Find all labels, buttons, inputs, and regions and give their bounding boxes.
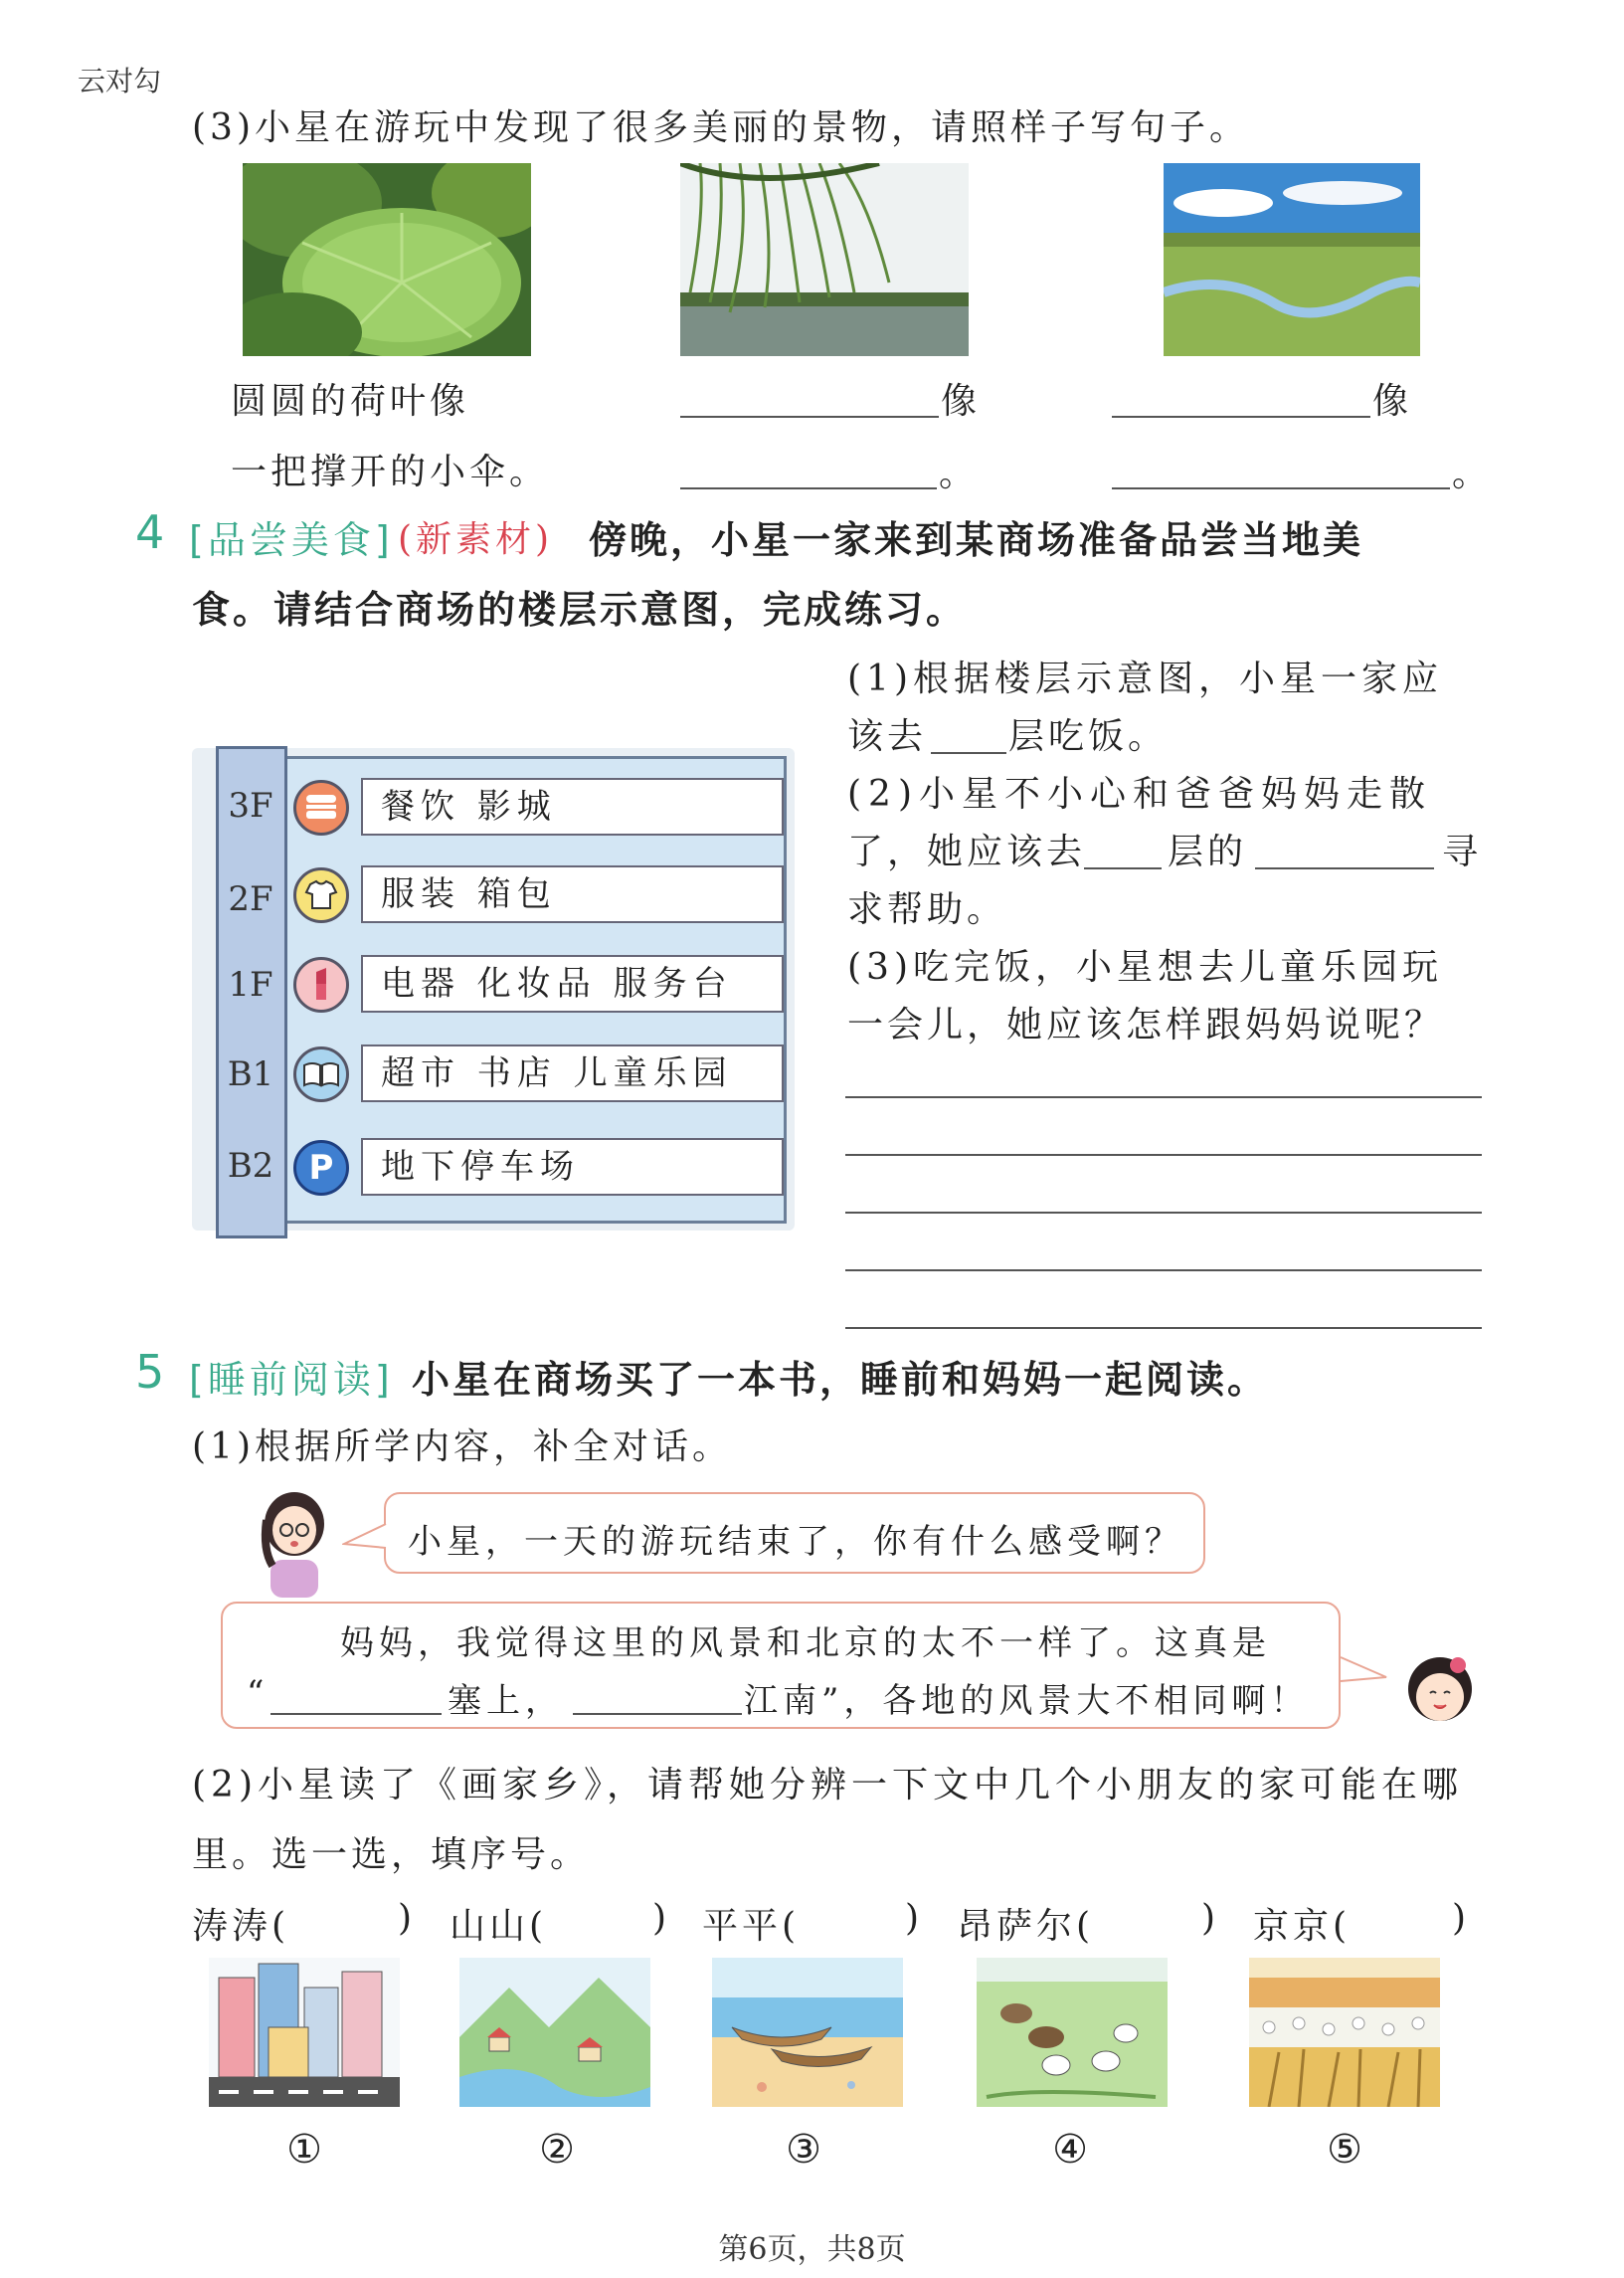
blank-willow-object[interactable] <box>680 487 937 489</box>
mom-avatar <box>253 1490 336 1598</box>
answer-line-1[interactable] <box>845 1096 1482 1098</box>
option-grassland-image <box>977 1958 1168 2107</box>
option-5-label: ⑤ <box>1327 2127 1362 2173</box>
answer-line-2[interactable] <box>845 1154 1482 1156</box>
parking-icon <box>293 1140 349 1196</box>
xiaoxing-speech-bubble <box>221 1602 1341 1729</box>
q4-sub1-line2b: 层吃饭。 <box>1008 716 1169 757</box>
answer-line-3[interactable] <box>845 1212 1482 1214</box>
option-4-label: ④ <box>1052 2127 1088 2173</box>
q5-sub2-line1: (2)小星读了《画家乡》，请帮她分辨一下文中几个小朋友的家可能在哪 <box>192 1765 1463 1805</box>
option-farmland-image <box>1249 1958 1440 2107</box>
blank-help-floor[interactable] <box>1084 867 1162 869</box>
mom-speech-bubble <box>384 1492 1205 1574</box>
q4-sub2-line2a: 了，她应该去 <box>847 832 1087 872</box>
floor-2f-shops: 服装 箱包 <box>361 865 784 923</box>
example-line1: 圆圆的荷叶像 <box>231 381 470 422</box>
kid-shanshan: 山山( <box>450 1906 548 1947</box>
q4-stem-line1: 傍晚，小星一家来到某商场准备品尝当地美 <box>589 518 1364 562</box>
book-icon <box>293 1046 349 1102</box>
floor-diagram <box>192 708 795 1231</box>
floor-level-b2: B2 <box>227 1146 274 1186</box>
floor-1f-shops: 电器 化妆品 服务台 <box>361 955 784 1013</box>
q4-sub2-line3: 求帮助。 <box>847 889 1007 930</box>
q5-stem: 小星在商场买了一本书，睡前和妈妈一起阅读。 <box>412 1358 1269 1402</box>
blank-saishang[interactable] <box>271 1713 442 1715</box>
kid-pingping-close: ) <box>905 1898 924 1939</box>
willow-river-image <box>680 163 969 356</box>
floor-3f-shops: 餐饮 影城 <box>361 778 784 836</box>
q5-sub2-line2: 里。选一选，填序号。 <box>192 1834 591 1875</box>
xiaoxing-open-quote: “ <box>247 1673 269 1713</box>
q4-tag: [品尝美食] <box>189 518 394 562</box>
floor-row-1f <box>192 955 795 1011</box>
xiaoxing-end: 江南”，各地的风景大不相同啊！ <box>744 1681 1310 1721</box>
page-number: 第6页，共8页 <box>718 2232 906 2267</box>
option-2-label: ② <box>539 2127 575 2173</box>
kid-jingjing: 京京( <box>1253 1906 1352 1947</box>
blank-willow-subject[interactable] <box>680 416 939 418</box>
floor-level-b1: B1 <box>227 1054 274 1094</box>
option-mountain-image <box>459 1958 650 2107</box>
kid-jingjing-close: ) <box>1452 1898 1471 1939</box>
shirt-icon <box>293 867 349 923</box>
answer-line-4[interactable] <box>845 1269 1482 1271</box>
option-1-label: ① <box>286 2127 322 2173</box>
q5-tag: [睡前阅读] <box>189 1358 394 1402</box>
answer-line-5[interactable] <box>845 1327 1482 1329</box>
period-2: 。 <box>1452 454 1493 494</box>
blank2-like-word: 像 <box>1372 381 1413 422</box>
q4-sub1-line1: (1)根据楼层示意图，小星一家应 <box>847 659 1443 699</box>
kid-angsaer-close: ) <box>1201 1898 1220 1939</box>
parking-letter: P <box>308 1148 334 1188</box>
blank-help-desk[interactable] <box>1255 867 1434 869</box>
burger-icon <box>293 780 349 836</box>
q4-sub2-line2c: 寻 <box>1442 832 1483 872</box>
floor-row-b1 <box>192 1044 795 1100</box>
mom-says: 小星，一天的游玩结束了，你有什么感受啊？ <box>408 1522 1183 1562</box>
option-beach-image <box>712 1958 903 2107</box>
kid-taotao-close: ) <box>398 1898 417 1939</box>
q4-sub3-line2: 一会儿，她应该怎样跟妈妈说呢？ <box>847 1005 1445 1045</box>
q5-number: 5 <box>135 1345 165 1399</box>
q4-sub3-line1: (3)吃完饭，小星想去儿童乐园玩 <box>847 947 1443 988</box>
kid-shanshan-close: ) <box>652 1898 671 1939</box>
floor-b1-shops: 超市 书店 儿童乐园 <box>361 1044 784 1102</box>
q4-sub1-line2a: 该去 <box>847 716 928 757</box>
floor-row-b2 <box>192 1138 795 1194</box>
brand-logo-text: 云对勾 <box>78 65 162 97</box>
lotus-leaf-image <box>243 163 531 356</box>
option-3-label: ③ <box>786 2127 821 2173</box>
q4-new-tag: (新素材) <box>398 519 554 560</box>
kid-angsaer: 昂萨尔( <box>957 1906 1095 1947</box>
q4-number: 4 <box>135 505 165 559</box>
lipstick-icon <box>293 957 349 1013</box>
floor-b2-shops: 地下停车场 <box>361 1138 784 1196</box>
q4-stem-line2: 食。请结合商场的楼层示意图，完成练习。 <box>192 588 968 632</box>
floor-level-2f: 2F <box>228 879 273 919</box>
period-1: 。 <box>939 454 980 494</box>
blank-jiangnan[interactable] <box>573 1713 742 1715</box>
option-city-image <box>209 1958 400 2107</box>
floor-row-2f <box>192 865 795 921</box>
blank-restaurant-floor[interactable] <box>931 752 1006 754</box>
kid-taotao: 涛涛( <box>192 1906 290 1947</box>
blank1-like-word: 像 <box>941 381 982 422</box>
xiaoxing-line1: 妈妈，我觉得这里的风景和北京的太不一样了。这真是 <box>340 1623 1271 1663</box>
q3-label: (3)小星在游玩中发现了很多美丽的景物，请照样子写句子。 <box>192 107 1249 148</box>
blank-grassland-object[interactable] <box>1112 487 1450 489</box>
xiaoxing-avatar <box>1402 1651 1478 1727</box>
xiaoxing-bubble-tail <box>1339 1655 1388 1685</box>
q4-sub2-line2b: 层的 <box>1168 832 1248 872</box>
floor-row-3f <box>192 778 795 834</box>
mom-bubble-tail <box>342 1522 388 1552</box>
xiaoxing-mid: 塞上， <box>448 1681 564 1721</box>
floor-level-3f: 3F <box>228 786 273 826</box>
q4-sub2-line1: (2)小星不小心和爸爸妈妈走散 <box>847 774 1432 815</box>
q5-sub1: (1)根据所学内容，补全对话。 <box>192 1426 732 1467</box>
blank-grassland-subject[interactable] <box>1112 416 1370 418</box>
floor-level-1f: 1F <box>228 965 273 1005</box>
grassland-river-image <box>1164 163 1420 356</box>
kid-pingping: 平平( <box>702 1906 801 1947</box>
example-line2: 一把撑开的小伞。 <box>231 452 550 492</box>
